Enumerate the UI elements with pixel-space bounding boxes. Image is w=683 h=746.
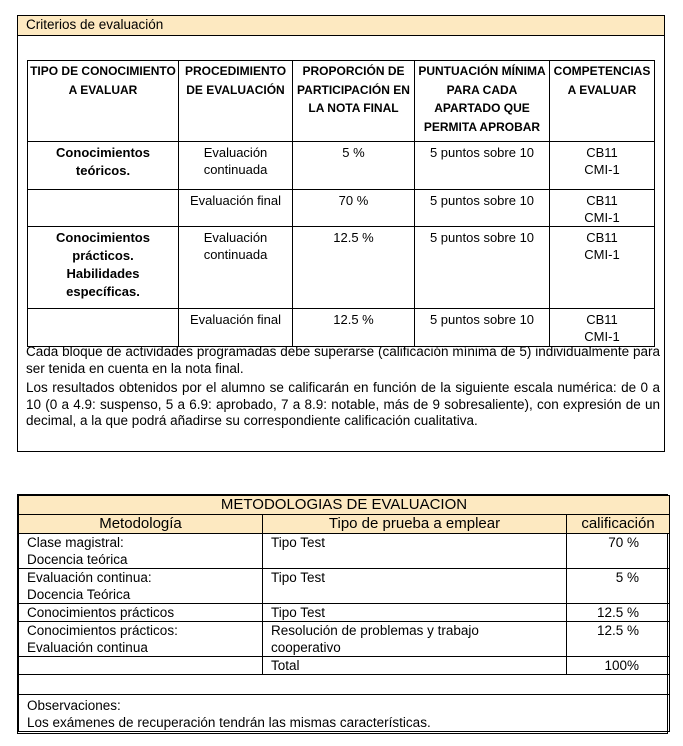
competence-code: CMI-1 [584,329,620,344]
header-knowledge-type: TIPO DE CONOCIMIENTO A EVALUAR [28,61,179,142]
table-row [28,190,655,227]
table-row [28,142,655,190]
table-row [19,534,670,569]
methodology-line: Docencia Teórica [27,587,131,602]
methodologies-table [18,495,670,732]
min-score-cell: 5 puntos sobre 10 [415,190,550,227]
test-type-cell: Tipo Test [263,534,567,569]
header-procedure: PROCEDIMIENTO DE EVALUACIÓN [179,61,293,142]
observations-text: Los exámenes de recuperación tendrán las mismas características. [27,715,431,730]
methodologies-title-row [19,496,670,515]
note-paragraph: Los resultados obtenidos por el alumno se calificarán en función de la siguiente escala numérica: de 0 a 10 (0 a 4.9: suspenso, 5 a 6.9: aprobado, 7 a 8.9: notable, más de 9 sobresaliente), con expresión de un decimal, a la que podrá añadirse su correspondiente calificación cualitativa. [26,380,660,428]
score-cell: 12.5 % [567,604,670,622]
competences-cell [550,309,655,347]
table-row [28,309,655,347]
test-type-cell: Tipo Test [263,604,567,622]
methodology-cell [19,622,263,657]
blank-row [19,675,670,695]
criteria-header-row [28,61,655,142]
competence-code: CMI-1 [584,247,620,262]
table-row [19,569,670,604]
competences-cell [550,142,655,190]
note-paragraph: Cada bloque de actividades programadas debe superarse (calificación mínima de 5) individualmente para ser tenida en cuenta en la nota final. [26,344,660,376]
methodologies-title: METODOLOGIAS DE EVALUACION [19,496,670,515]
competence-code: CB11 [586,145,618,160]
criteria-notes [26,344,660,433]
methodology-line: Clase magistral: [27,535,124,550]
competence-code: CB11 [586,193,618,208]
methodology-cell [19,569,263,604]
section-title: Criterios de evaluación [18,16,664,36]
knowledge-type-cell: Conocimientos prácticos. Habilidades específicas. [28,227,179,309]
methodology-cell: Conocimientos prácticos [19,604,263,622]
header-competences: COMPETENCIAS A EVALUAR [550,61,655,142]
methodology-line: Conocimientos prácticos: [27,623,178,638]
test-type-line: Resolución de problemas y trabajo [271,623,479,638]
table-row [19,604,670,622]
header-test-type: Tipo de prueba a emplear [263,515,567,534]
methodology-cell [19,534,263,569]
min-score-cell: 5 puntos sobre 10 [415,227,550,309]
competences-cell [550,227,655,309]
proportion-cell: 12.5 % [293,227,415,309]
proportion-cell: 70 % [293,190,415,227]
procedure-cell: Evaluación continuada [179,227,293,309]
score-cell: 12.5 % [567,622,670,657]
procedure-cell: Evaluación final [179,190,293,227]
proportion-cell: 5 % [293,142,415,190]
competence-code: CMI-1 [584,210,620,225]
methodology-line: Evaluación continua: [27,570,152,585]
observations-label: Observaciones: [27,698,121,713]
empty-cell [19,675,670,695]
criteria-table [27,60,655,347]
test-type-cell [263,622,567,657]
header-min-score: PUNTUACIÓN MÍNIMA PARA CADA APARTADO QUE PERMITA APROBAR [415,61,550,142]
header-score: calificación [567,515,670,534]
competence-code: CB11 [586,312,618,327]
total-row [19,657,670,675]
score-cell: 70 % [567,534,670,569]
methodology-line: Docencia teórica [27,552,128,567]
header-methodology: Metodología [19,515,263,534]
table-row [19,622,670,657]
min-score-cell: 5 puntos sobre 10 [415,142,550,190]
evaluation-methodologies-section [17,494,668,734]
evaluation-criteria-section [17,15,665,452]
empty-cell [28,190,179,227]
score-cell: 5 % [567,569,670,604]
methodologies-header-row [19,515,670,534]
test-type-line: cooperativo [271,640,341,655]
knowledge-type-cell: Conocimientos teóricos. [28,142,179,190]
total-value: 100% [567,657,670,675]
min-score-cell: 5 puntos sobre 10 [415,309,550,347]
procedure-cell: Evaluación final [179,309,293,347]
methodology-line: Evaluación continua [27,640,148,655]
empty-cell [28,309,179,347]
proportion-cell: 12.5 % [293,309,415,347]
observations-row [19,695,670,732]
competence-code: CMI-1 [584,162,620,177]
procedure-cell: Evaluación continuada [179,142,293,190]
total-label: Total [263,657,567,675]
empty-cell [19,657,263,675]
table-row [28,227,655,309]
competence-code: CB11 [586,230,618,245]
observations-cell [19,695,670,732]
header-proportion: PROPORCIÓN DE PARTICIPACIÓN EN LA NOTA FINAL [293,61,415,142]
test-type-cell: Tipo Test [263,569,567,604]
competences-cell [550,190,655,227]
